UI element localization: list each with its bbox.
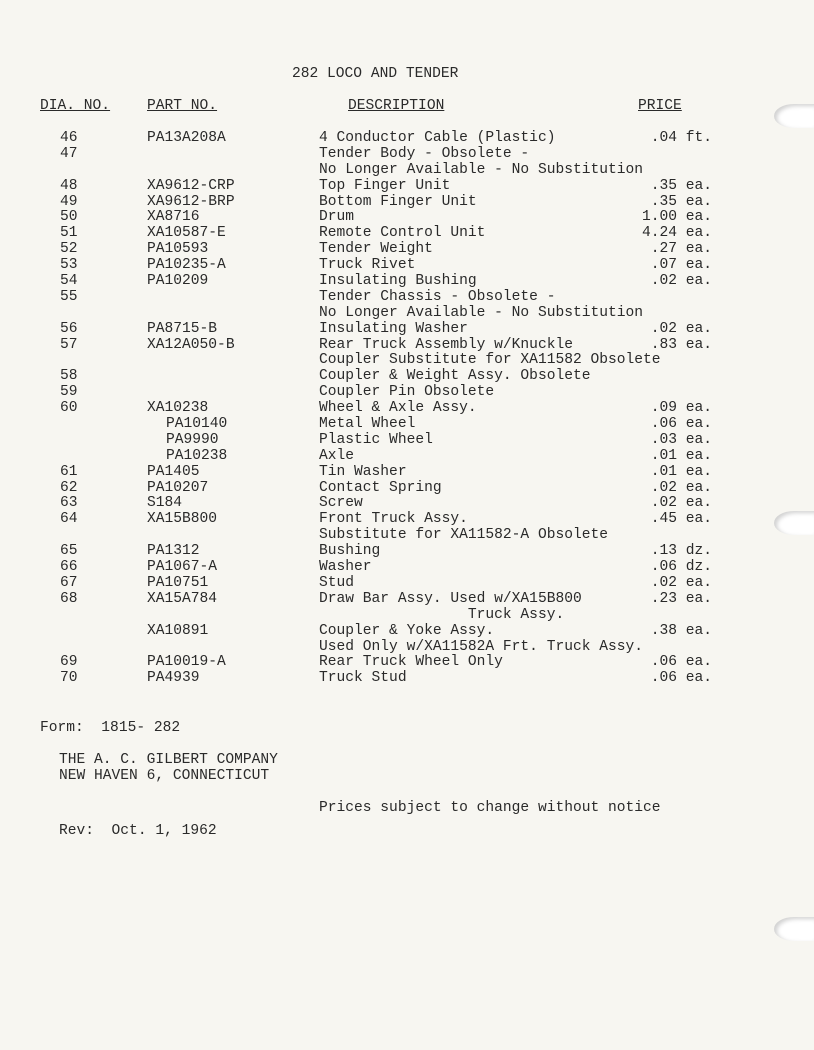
part-number: PA10019-A — [147, 654, 226, 671]
dia-number: 61 — [60, 463, 78, 480]
table-row — [0, 400, 814, 416]
table-row — [0, 209, 814, 225]
description: Front Truck Assy. — [319, 511, 468, 528]
description: Coupler Pin Obsolete — [319, 384, 495, 401]
description: Remote Control Unit — [319, 225, 486, 242]
price: .06 ea. — [650, 654, 712, 671]
description: Contact Spring — [319, 479, 442, 496]
description: Wheel & Axle Assy. — [319, 400, 477, 417]
price: .09 ea. — [650, 400, 712, 417]
part-number: PA10593 — [147, 241, 209, 258]
part-number: XA10891 — [147, 622, 209, 639]
price: .13 dz. — [650, 543, 712, 560]
description: Tender Chassis - Obsolete - — [319, 288, 556, 305]
company-name: THE A. C. GILBERT COMPANY — [59, 752, 278, 768]
dia-number: 62 — [60, 479, 78, 496]
table-row — [0, 495, 814, 511]
table-row — [0, 225, 814, 241]
price: .06 ea. — [650, 416, 712, 433]
price: .35 ea. — [650, 177, 712, 194]
table-row — [0, 543, 814, 559]
table-row — [0, 241, 814, 257]
table-row — [0, 194, 814, 210]
price: .02 ea. — [650, 479, 712, 496]
table-row — [0, 146, 814, 162]
table-row — [0, 416, 814, 432]
dia-number: 65 — [60, 543, 78, 560]
table-row — [0, 337, 814, 353]
part-number: XA9612-BRP — [147, 193, 235, 210]
table-row — [0, 607, 814, 623]
price: .27 ea. — [650, 241, 712, 258]
price: .06 dz. — [650, 559, 712, 576]
dia-number: 56 — [60, 320, 78, 337]
description: No Longer Available - No Substitution — [319, 161, 644, 178]
header-part-no: PART NO. — [147, 98, 218, 114]
description: Washer — [319, 559, 372, 576]
price: .38 ea. — [650, 622, 712, 639]
punch-hole-top — [774, 104, 814, 128]
dia-number: 58 — [60, 368, 78, 385]
dia-number: 49 — [60, 193, 78, 210]
part-number: PA10209 — [147, 273, 209, 290]
description: Drum — [319, 209, 355, 226]
description: Insulating Bushing — [319, 273, 477, 290]
description: Bushing — [319, 543, 381, 560]
revision-date: Rev: Oct. 1, 1962 — [59, 823, 217, 839]
table-row — [0, 654, 814, 670]
description: Screw — [319, 495, 363, 512]
table-row — [0, 178, 814, 194]
price: .01 ea. — [650, 447, 712, 464]
table-row — [0, 273, 814, 289]
description: Stud — [319, 574, 355, 591]
table-row — [0, 130, 814, 146]
table-row — [0, 448, 814, 464]
description: Draw Bar Assy. Used w/XA15B800 — [319, 590, 582, 607]
dia-number: 69 — [60, 654, 78, 671]
description: Insulating Washer — [319, 320, 468, 337]
description: Coupler & Yoke Assy. — [319, 622, 495, 639]
dia-number: 66 — [60, 559, 78, 576]
punch-hole-bottom — [774, 917, 814, 941]
table-row — [0, 321, 814, 337]
table-row — [0, 623, 814, 639]
part-number: PA10238 — [166, 447, 228, 464]
description: Coupler & Weight Assy. Obsolete — [319, 368, 591, 385]
price: .02 ea. — [650, 495, 712, 512]
description: Bottom Finger Unit — [319, 193, 477, 210]
description: Plastic Wheel — [319, 431, 433, 448]
part-number: XA9612-CRP — [147, 177, 235, 194]
part-number: PA8715-B — [147, 320, 218, 337]
header-dia-no: DIA. NO. — [40, 98, 111, 114]
description: Rear Truck Assembly w/Knuckle — [319, 336, 573, 353]
description: Tin Washer — [319, 463, 407, 480]
part-number: XA15A784 — [147, 590, 218, 607]
part-number: PA10140 — [166, 416, 228, 433]
dia-number: 54 — [60, 273, 78, 290]
dia-number: 60 — [60, 400, 78, 417]
dia-number: 64 — [60, 511, 78, 528]
dia-number: 53 — [60, 257, 78, 274]
part-number: PA1405 — [147, 463, 200, 480]
dia-number: 50 — [60, 209, 78, 226]
price: .02 ea. — [650, 574, 712, 591]
part-number: PA10751 — [147, 574, 209, 591]
price: .35 ea. — [650, 193, 712, 210]
part-number: S184 — [147, 495, 183, 512]
table-row — [0, 575, 814, 591]
part-number: PA1067-A — [147, 559, 218, 576]
header-price: PRICE — [638, 98, 682, 114]
part-number: PA4939 — [147, 670, 200, 687]
description: 4 Conductor Cable (Plastic) — [319, 130, 556, 146]
company-address: NEW HAVEN 6, CONNECTICUT — [59, 768, 270, 784]
part-number: XA8716 — [147, 209, 200, 226]
dia-number: 70 — [60, 670, 78, 687]
description: Axle — [319, 447, 355, 464]
part-number: PA9990 — [166, 431, 219, 448]
description: Substitute for XA11582-A Obsolete — [319, 527, 609, 544]
price: 4.24 ea. — [641, 225, 712, 242]
table-row — [0, 511, 814, 527]
table-row — [0, 639, 814, 655]
header-description: DESCRIPTION — [348, 98, 445, 114]
table-row — [0, 384, 814, 400]
table-row — [0, 670, 814, 686]
part-number: XA15B800 — [147, 511, 218, 528]
price: .04 ft. — [650, 130, 712, 146]
description: No Longer Available - No Substitution — [319, 304, 644, 321]
description: Used Only w/XA11582A Frt. Truck Assy. — [319, 638, 644, 655]
dia-number: 51 — [60, 225, 78, 242]
part-number: XA10238 — [147, 400, 209, 417]
price: .23 ea. — [650, 590, 712, 607]
table-row — [0, 257, 814, 273]
price: .02 ea. — [650, 273, 712, 290]
table-row — [0, 162, 814, 178]
table-row — [0, 352, 814, 368]
part-number: XA12A050-B — [147, 336, 235, 353]
table-row — [0, 432, 814, 448]
description: Tender Body - Obsolete - — [319, 145, 530, 162]
description: Truck Rivet — [319, 257, 416, 274]
dia-number: 47 — [60, 145, 78, 162]
dia-number: 59 — [60, 384, 78, 401]
table-row — [0, 368, 814, 384]
description: Metal Wheel — [319, 416, 416, 433]
price: .45 ea. — [650, 511, 712, 528]
price-notice: Prices subject to change without notice — [319, 800, 661, 816]
description: Rear Truck Wheel Only — [319, 654, 503, 671]
description: Truck Assy. — [319, 606, 565, 623]
description: Tender Weight — [319, 241, 433, 258]
dia-number: 63 — [60, 495, 78, 512]
price: .06 ea. — [650, 670, 712, 687]
dia-number: 48 — [60, 177, 78, 194]
table-row — [0, 559, 814, 575]
page-title: 282 LOCO AND TENDER — [292, 66, 459, 82]
price: .03 ea. — [650, 431, 712, 448]
dia-number: 68 — [60, 590, 78, 607]
table-row — [0, 480, 814, 496]
dia-number: 55 — [60, 288, 78, 305]
dia-number: 52 — [60, 241, 78, 258]
form-number: Form: 1815- 282 — [40, 720, 181, 736]
table-row — [0, 289, 814, 305]
price: .83 ea. — [650, 336, 712, 353]
description: Coupler Substitute for XA11582 Obsolete — [319, 352, 661, 369]
price: .01 ea. — [650, 463, 712, 480]
part-number: PA1312 — [147, 543, 200, 560]
dia-number: 46 — [60, 130, 78, 146]
table-row — [0, 527, 814, 543]
price: .02 ea. — [650, 320, 712, 337]
part-number: XA10587-E — [147, 225, 226, 242]
parts-list — [0, 130, 814, 686]
part-number: PA10207 — [147, 479, 209, 496]
description: Top Finger Unit — [319, 177, 451, 194]
dia-number: 67 — [60, 574, 78, 591]
description: Truck Stud — [319, 670, 407, 687]
part-number: PA13A208A — [147, 130, 226, 146]
price: 1.00 ea. — [641, 209, 712, 226]
table-row — [0, 464, 814, 480]
table-row — [0, 591, 814, 607]
price: .07 ea. — [650, 257, 712, 274]
table-row — [0, 305, 814, 321]
dia-number: 57 — [60, 336, 78, 353]
part-number: PA10235-A — [147, 257, 226, 274]
